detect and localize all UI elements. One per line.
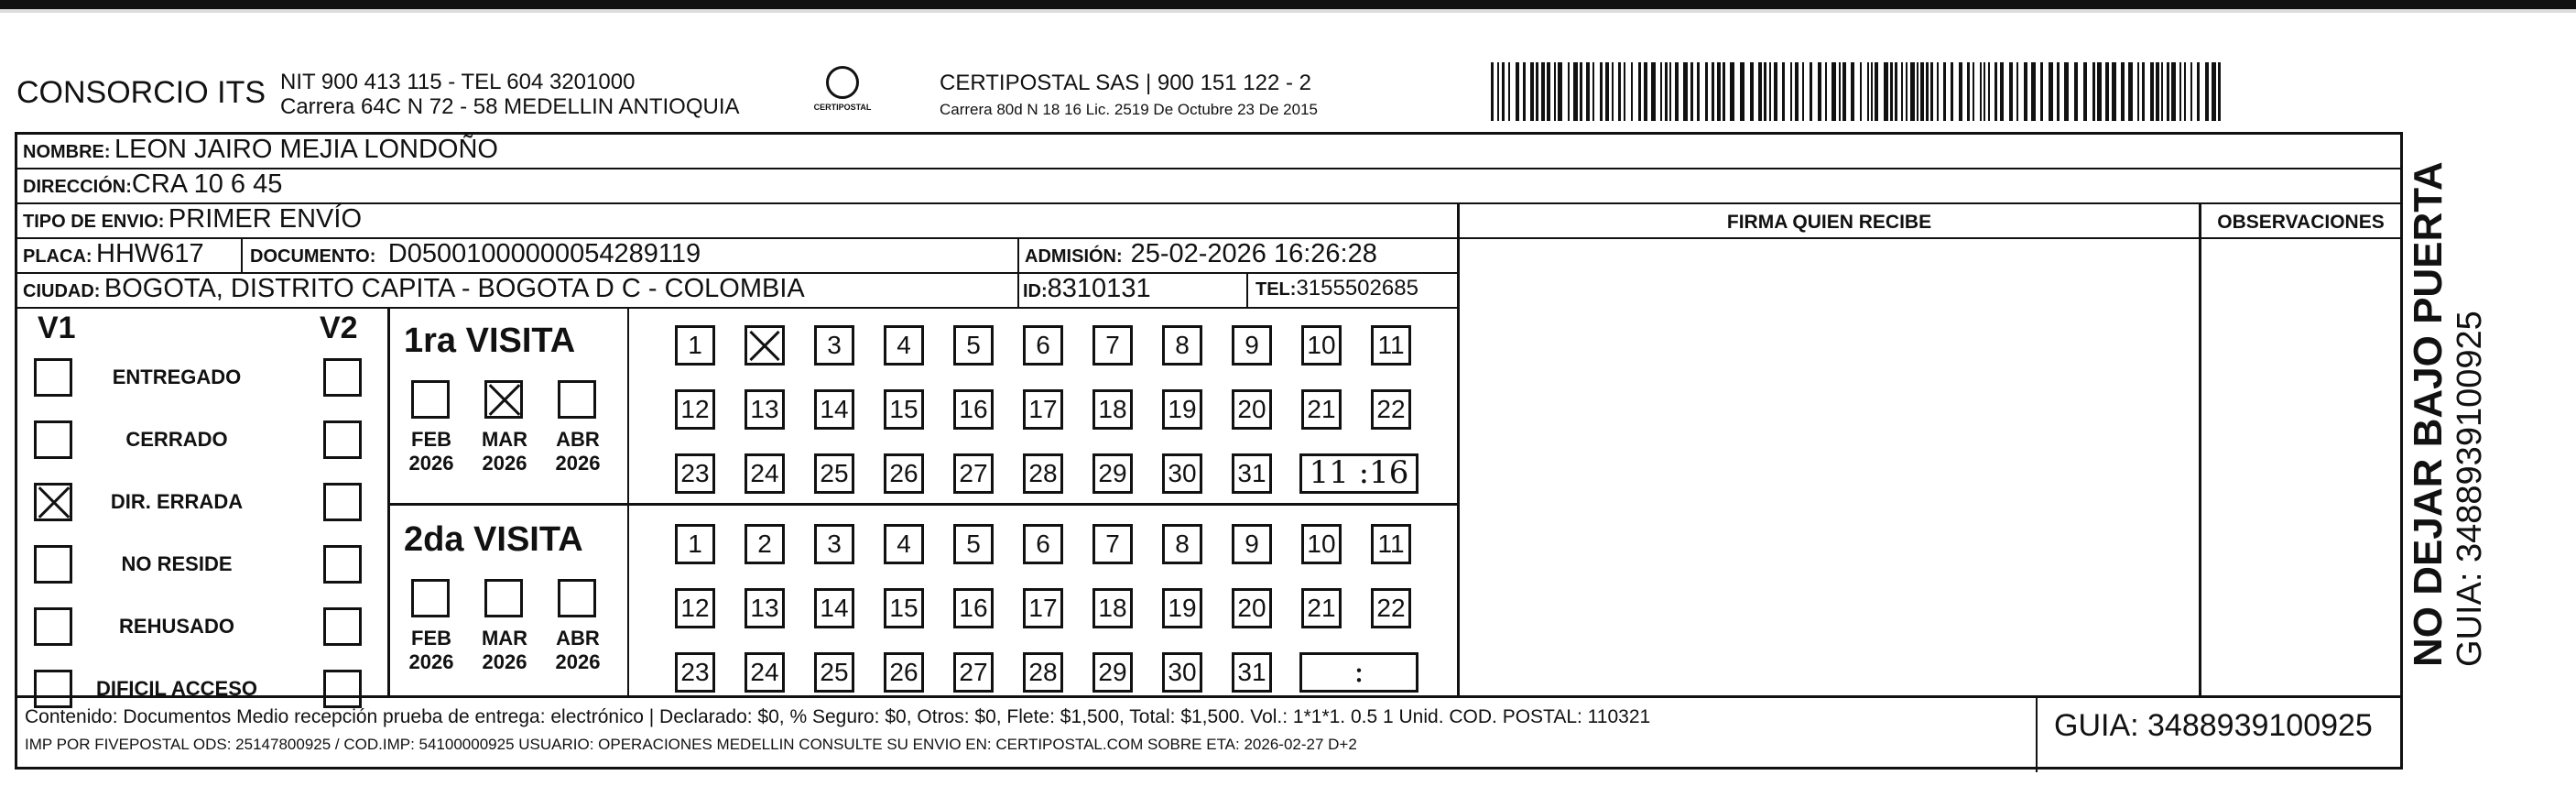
status-label: DIR. ERRADA (110, 490, 244, 513)
day-box[interactable]: 6 (1023, 325, 1063, 366)
day-box[interactable]: 16 (953, 588, 994, 628)
day-box[interactable]: 10 (1301, 524, 1342, 564)
day-box[interactable]: 13 (745, 389, 785, 430)
barcode-bar (1651, 62, 1656, 121)
barcode-bar (2197, 62, 2200, 121)
barcode-bar (1644, 62, 1647, 121)
barcode-bar (2190, 62, 2192, 121)
day-box[interactable]: 7 (1092, 524, 1133, 564)
visit-time-box[interactable]: 11 :16 (1299, 453, 1418, 494)
company-address: Carrera 64C N 72 - 58 MEDELLIN ANTIOQUIA (280, 94, 740, 119)
firma-divider (1457, 202, 1460, 695)
day-box[interactable]: 14 (814, 389, 854, 430)
barcode-bar (2049, 62, 2053, 121)
placa-divider (241, 237, 243, 272)
barcode-bar (1901, 62, 1903, 121)
day-box[interactable]: 8 (1162, 524, 1202, 564)
barcode-bar (1568, 62, 1570, 121)
barcode (1491, 62, 2223, 121)
barcode-bar (1612, 62, 1614, 121)
status-label: NO RESIDE (121, 552, 233, 575)
v1-checkbox[interactable] (34, 483, 72, 521)
day-box[interactable]: 3 (814, 524, 854, 564)
barcode-bar (2142, 62, 2145, 121)
visit-time-box[interactable]: : (1299, 652, 1418, 693)
barcode-bar (1890, 62, 1893, 121)
attempts-divider (387, 307, 390, 695)
day-box[interactable]: 21 (1301, 588, 1342, 628)
guia-number: GUIA: 3488939100925 (2054, 708, 2373, 743)
day-box[interactable]: 5 (953, 325, 994, 366)
documento-value: D05001000000054289119 (387, 239, 701, 268)
day-box[interactable]: 23 (675, 652, 715, 693)
barcode-bar (1712, 62, 1714, 121)
status-label: REHUSADO (119, 615, 234, 638)
month-name: MAR (481, 428, 528, 451)
logo-text: CERTIPOSTAL (813, 103, 872, 112)
barcode-bar (2031, 62, 2036, 121)
barcode-bar (1665, 62, 1668, 121)
month-label (477, 428, 532, 475)
barcode-bar (2040, 62, 2043, 121)
barcode-bar (1669, 62, 1671, 121)
barcode-bar (1930, 62, 1933, 121)
month-label (550, 428, 605, 475)
barcode-bar (1871, 62, 1873, 121)
tipo-field (23, 204, 362, 235)
day-box[interactable]: 16 (953, 389, 994, 430)
barcode-bar (1994, 62, 1997, 121)
day-box[interactable]: 11 (1371, 524, 1411, 564)
v1-checkbox[interactable] (34, 420, 72, 459)
barcode-bar (1920, 62, 1924, 121)
top-border (0, 0, 2576, 9)
month-name: ABR (556, 428, 600, 451)
day-box[interactable]: 30 (1162, 453, 1202, 494)
nombre-value: LEON JAIRO MEJIA LONDOÑO (114, 135, 498, 164)
day-box[interactable]: 29 (1092, 652, 1133, 693)
company-name: CONSORCIO ITS (16, 75, 266, 110)
barcode-bar (1723, 62, 1725, 121)
barcode-bar (1536, 62, 1538, 121)
barcode-bar (2205, 62, 2209, 121)
barcode-bar (2167, 62, 2169, 121)
barcode-bar (2171, 62, 2176, 121)
barcode-bar (1618, 62, 1621, 121)
tel-value: 3155502685 (1296, 276, 1418, 300)
day-box[interactable]: 28 (1023, 652, 1063, 693)
v2-checkbox[interactable] (323, 358, 362, 397)
month-year: 2026 (408, 650, 454, 673)
day-box[interactable]: 15 (884, 588, 924, 628)
barcode-bar (1573, 62, 1578, 121)
barcode-bar (1541, 62, 1545, 121)
barcode-bar (1810, 62, 1812, 121)
barcode-bar (1497, 62, 1499, 121)
barcode-bar (1984, 62, 1985, 121)
barcode-bar (1917, 62, 1918, 121)
barcode-bar (1631, 62, 1633, 121)
visit-divider (387, 503, 1457, 506)
id-label: ID: (1023, 281, 1048, 301)
barcode-bar (1774, 62, 1777, 121)
v1-header: V1 (38, 311, 76, 345)
id-field (1023, 274, 1151, 304)
documento-label: DOCUMENTO: (250, 246, 376, 267)
barcode-bar (1980, 62, 1982, 121)
barcode-bar (1802, 62, 1804, 121)
day-box[interactable]: 13 (745, 588, 785, 628)
day-box[interactable]: 17 (1023, 389, 1063, 430)
barcode-bar (1906, 62, 1908, 121)
barcode-bar (2161, 62, 2163, 121)
day-box[interactable]: 20 (1232, 588, 1272, 628)
tel-divider (1246, 272, 1248, 307)
v2-checkbox[interactable] (323, 545, 362, 584)
barcode-bar (2121, 62, 2125, 121)
month-year: 2026 (555, 650, 601, 673)
barcode-bar (2218, 62, 2221, 121)
barcode-bar (1750, 62, 1754, 121)
row-line (17, 202, 2400, 204)
barcode-bar (2184, 62, 2186, 121)
top-border-shadow (0, 9, 2576, 13)
day-box[interactable]: 18 (1092, 389, 1133, 430)
month-checkbox[interactable] (411, 579, 450, 617)
barcode-bar (1910, 62, 1915, 121)
barcode-bar (2024, 62, 2027, 121)
barcode-bar (1831, 62, 1836, 121)
visit-title: 1ra VISITA (404, 322, 576, 360)
day-box[interactable]: 4 (884, 325, 924, 366)
day-box[interactable]: 27 (953, 652, 994, 693)
tipo-label: TIPO DE ENVIO: (23, 212, 165, 232)
barcode-bar (1554, 62, 1556, 121)
day-box[interactable]: 2 (745, 524, 785, 564)
month-name: MAR (481, 627, 528, 650)
visit-title: 2da VISITA (404, 520, 583, 559)
barcode-bar (1851, 62, 1854, 121)
barcode-bar (1967, 62, 1970, 121)
day-box[interactable]: 27 (953, 453, 994, 494)
company-info (280, 70, 740, 119)
barcode-bar (2074, 62, 2078, 121)
month-name: ABR (556, 627, 600, 650)
barcode-bar (1758, 62, 1762, 121)
day-box[interactable]: 17 (1023, 588, 1063, 628)
v2-checkbox[interactable] (323, 420, 362, 459)
barcode-bar (1825, 62, 1827, 121)
day-box[interactable]: 25 (814, 453, 854, 494)
day-box[interactable]: 22 (1371, 389, 1411, 430)
company-nit: NIT 900 413 115 - TEL 604 3201000 (280, 70, 636, 94)
day-box[interactable]: 28 (1023, 453, 1063, 494)
day-box[interactable]: 30 (1162, 652, 1202, 693)
v2-checkbox[interactable] (323, 670, 362, 708)
barcode-bar (1675, 62, 1679, 121)
footer-line (17, 695, 2400, 698)
barcode-bar (1740, 62, 1745, 121)
barcode-bar (2057, 62, 2060, 121)
placa-value: HHW617 (96, 239, 204, 268)
placa-label: PLACA: (23, 246, 92, 267)
day-box[interactable]: 14 (814, 588, 854, 628)
carrier-license: Carrera 80d N 18 16 Lic. 2519 De Octubre 23 De 2015 (940, 101, 1318, 118)
day-box[interactable]: 26 (884, 652, 924, 693)
barcode-bar (1959, 62, 1962, 121)
barcode-bar (1937, 62, 1939, 121)
barcode-bar (1705, 62, 1708, 121)
barcode-bar (1502, 62, 1505, 121)
barcode-bar (1951, 62, 1953, 121)
barcode-bar (1558, 62, 1562, 121)
day-box[interactable]: 8 (1162, 325, 1202, 366)
ciudad-label: CIUDAD: (23, 281, 101, 301)
footer-imp: IMP POR FIVEPOSTAL ODS: 25147800925 / COD.IMP: 54100000925 USUARIO: OPERACIONES MEDELLIN CONSULTE SU ENVIO EN: CERTIPOSTAL.COM SOBRE ETA: 2026-02-27 D+2 (25, 736, 1357, 753)
day-box[interactable]: 9 (1232, 524, 1272, 564)
admision-divider (1017, 237, 1019, 307)
carrier-name: CERTIPOSTAL SAS | 900 151 122 - 2 (940, 71, 1311, 95)
v2-header: V2 (320, 311, 358, 345)
barcode-bar (1782, 62, 1785, 121)
barcode-bar (1605, 62, 1609, 121)
barcode-bar (2097, 62, 2102, 121)
month-checkbox[interactable] (484, 380, 523, 419)
day-box[interactable]: 9 (1232, 325, 1272, 366)
months-divider (627, 307, 629, 695)
side-rotated-text (2407, 161, 2489, 667)
direccion-value: CRA 10 6 45 (131, 169, 283, 199)
barcode-bar (1600, 62, 1603, 121)
day-box[interactable]: 7 (1092, 325, 1133, 366)
day-box[interactable]: 4 (884, 524, 924, 564)
day-box[interactable]: 10 (1301, 325, 1342, 366)
month-checkbox[interactable] (411, 380, 450, 419)
day-box[interactable]: 19 (1162, 588, 1202, 628)
barcode-bar (1764, 62, 1766, 121)
barcode-bar (1839, 62, 1841, 121)
documento-field (250, 239, 701, 269)
placa-field (23, 239, 204, 269)
v1-checkbox[interactable] (34, 358, 72, 397)
nombre-field (23, 135, 498, 165)
barcode-bar (2105, 62, 2109, 121)
direccion-field (23, 169, 282, 200)
month-label (404, 428, 459, 475)
ciudad-field (23, 274, 805, 304)
logo-circle (826, 66, 859, 99)
v1-checkbox[interactable] (34, 607, 72, 646)
day-box[interactable]: 25 (814, 652, 854, 693)
day-box[interactable]: 18 (1092, 588, 1133, 628)
ciudad-value: BOGOTA, DISTRITO CAPITA - BOGOTA D C - COLOMBIA (103, 274, 805, 303)
month-year: 2026 (482, 452, 527, 475)
month-label (404, 627, 459, 674)
v2-checkbox[interactable] (323, 607, 362, 646)
tipo-value: PRIMER ENVÍO (168, 204, 363, 234)
day-box[interactable]: 31 (1232, 453, 1272, 494)
barcode-bar (1638, 62, 1641, 121)
day-box[interactable]: 11 (1371, 325, 1411, 366)
barcode-bar (2212, 62, 2216, 121)
barcode-bar (1818, 62, 1821, 121)
barcode-bar (2156, 62, 2159, 121)
barcode-bar (1586, 62, 1590, 121)
delivery-form (15, 132, 2403, 770)
month-year: 2026 (555, 452, 601, 475)
barcode-bar (1683, 62, 1688, 121)
id-value: 8310131 (1047, 274, 1151, 303)
barcode-bar (1717, 62, 1721, 121)
barcode-bar (1690, 62, 1693, 121)
tel-label: TEL: (1255, 279, 1297, 300)
firma-header: FIRMA QUIEN RECIBE (1726, 212, 1932, 233)
barcode-bar (1795, 62, 1799, 121)
day-box[interactable]: 1 (675, 524, 715, 564)
observaciones-header: OBSERVACIONES (2217, 212, 2385, 233)
barcode-bar (2137, 62, 2139, 121)
day-box[interactable]: 29 (1092, 453, 1133, 494)
admision-value: 25-02-2026 16:26:28 (1130, 239, 1377, 268)
status-label: DIFICIL ACCESO (95, 677, 257, 700)
direccion-label: DIRECCIÓN: (23, 177, 132, 197)
month-year: 2026 (482, 650, 527, 673)
barcode-bar (1860, 62, 1862, 121)
month-label (550, 627, 605, 674)
day-box[interactable]: 20 (1232, 389, 1272, 430)
obs-divider (2199, 202, 2201, 695)
day-box[interactable]: 22 (1371, 588, 1411, 628)
v1-checkbox[interactable] (34, 545, 72, 584)
barcode-bar (2112, 62, 2116, 121)
guia-divider (2036, 695, 2038, 772)
day-box[interactable]: 1 (675, 325, 715, 366)
day-box[interactable]: 24 (745, 652, 785, 693)
status-label: ENTREGADO (112, 366, 242, 388)
status-label: CERRADO (125, 428, 228, 451)
barcode-bar (1660, 62, 1662, 121)
barcode-bar (1624, 62, 1625, 121)
day-box[interactable]: 6 (1023, 524, 1063, 564)
barcode-bar (1926, 62, 1929, 121)
day-box[interactable]: 26 (884, 453, 924, 494)
admision-label: ADMISIÓN: (1025, 246, 1123, 267)
month-checkbox[interactable] (558, 579, 596, 617)
barcode-bar (2083, 62, 2087, 121)
month-checkbox[interactable] (558, 380, 596, 419)
day-box[interactable]: 12 (675, 588, 715, 628)
barcode-bar (1769, 62, 1771, 121)
row-line (17, 168, 2400, 169)
barcode-bar (1547, 62, 1550, 121)
footer-contenido: Contenido: Documentos Medio recepción prueba de entrega: electrónico | Declarado: $0, % Seguro: $0, Otros: $0, Flete: $1,500, Total: $1,500. Vol.: 1*1*1. 0.5 1 Unid. COD. POSTAL: 110321 (25, 706, 1651, 727)
barcode-bar (1580, 62, 1582, 121)
barcode-bar (2064, 62, 2069, 121)
tel-field (1255, 276, 1418, 301)
v1-checkbox[interactable] (34, 670, 72, 708)
carrier-info (940, 70, 1318, 123)
barcode-bar (2150, 62, 2154, 121)
certipostal-logo-icon (806, 66, 879, 119)
barcode-bar (1790, 62, 1792, 121)
day-box[interactable]: 24 (745, 453, 785, 494)
month-year: 2026 (408, 452, 454, 475)
barcode-bar (1592, 62, 1594, 121)
day-box[interactable]: 12 (675, 389, 715, 430)
month-checkbox[interactable] (484, 579, 523, 617)
v2-checkbox[interactable] (323, 483, 362, 521)
barcode-bar (1867, 62, 1869, 121)
nombre-label: NOMBRE: (23, 142, 111, 162)
day-box[interactable]: 21 (1301, 389, 1342, 430)
side-guia: GUIA: 3488939100925 (2451, 311, 2489, 667)
row-line (17, 307, 1457, 309)
barcode-bar (1895, 62, 1897, 121)
day-box[interactable]: 15 (884, 389, 924, 430)
barcode-bar (1530, 62, 1534, 121)
barcode-bar (1884, 62, 1888, 121)
barcode-bar (1875, 62, 1878, 121)
barcode-bar (1508, 62, 1510, 121)
day-box[interactable]: 19 (1162, 389, 1202, 430)
day-box[interactable]: 31 (1232, 652, 1272, 693)
barcode-bar (1973, 62, 1974, 121)
month-name: FEB (411, 428, 451, 451)
day-box[interactable]: 5 (953, 524, 994, 564)
barcode-bar (1697, 62, 1700, 121)
month-label (477, 627, 532, 674)
day-box[interactable]: 3 (814, 325, 854, 366)
obs-right (2400, 202, 2402, 695)
day-box[interactable] (745, 325, 785, 366)
barcode-bar (1730, 62, 1734, 121)
side-warning: NO DEJAR BAJO PUERTA (2406, 161, 2451, 667)
month-name: FEB (411, 627, 451, 650)
barcode-bar (1842, 62, 1846, 121)
admision-field (1025, 239, 1377, 269)
barcode-bar (2092, 62, 2095, 121)
barcode-bar (1516, 62, 1519, 121)
barcode-bar (1988, 62, 1990, 121)
barcode-bar (2016, 62, 2018, 121)
barcode-bar (1523, 62, 1526, 121)
barcode-bar (1943, 62, 1946, 121)
day-box[interactable]: 23 (675, 453, 715, 494)
barcode-bar (1491, 62, 1494, 121)
barcode-bar (2128, 62, 2133, 121)
barcode-bar (2000, 62, 2004, 121)
barcode-bar (2179, 62, 2181, 121)
barcode-bar (2009, 62, 2013, 121)
